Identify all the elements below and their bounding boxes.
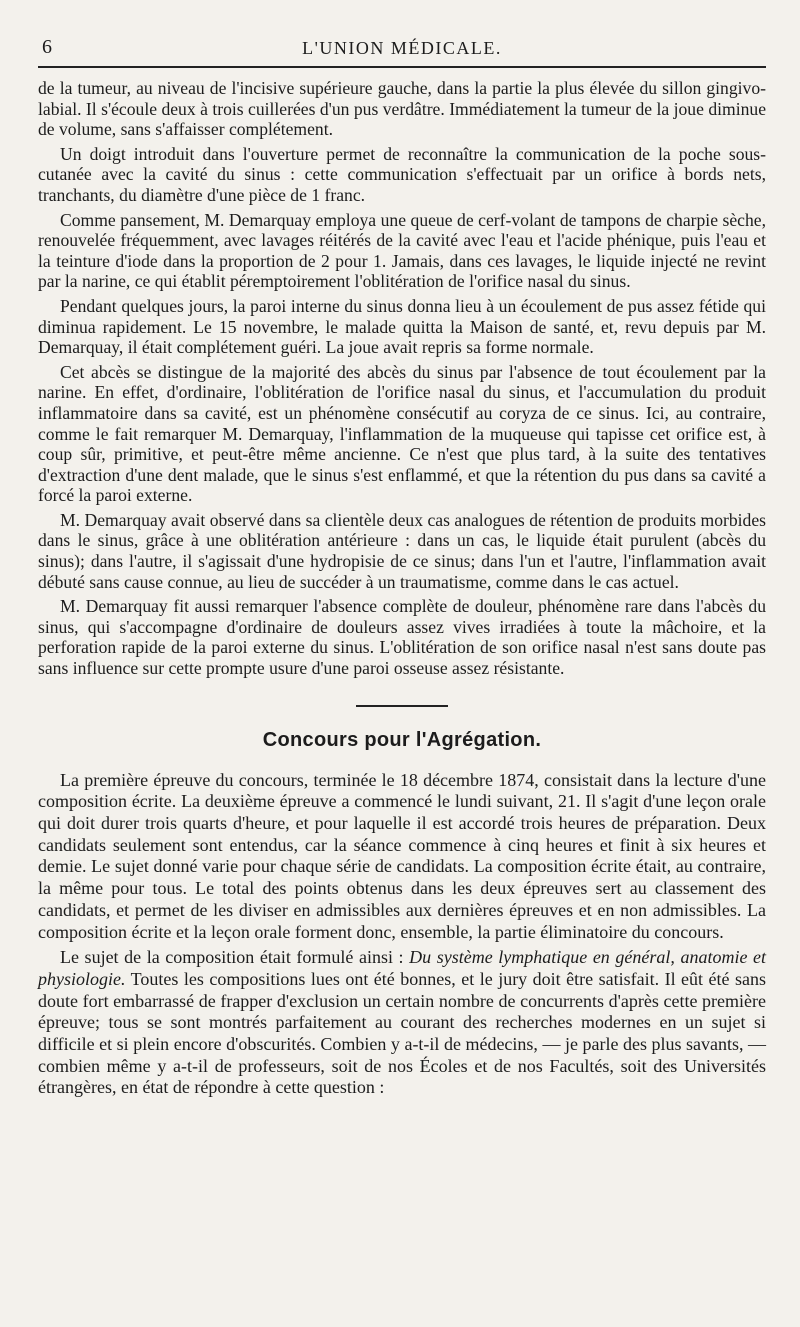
article-continuation [38,78,766,679]
paragraph: M. Demarquay avait observé dans sa clientèle deux cas analogues de rétention de produits morbides dans le sinus, grâce à une oblitération antérieure : dans un cas, le liquide était purulent (abcès du sinus); dans l'autre, il s'agissait d'une hydropisie de ce sinus; dans l'un et l'autre, l'inflammation avait débuté sans cause connue, au lieu de succéder à un traumatisme, comme dans le cas actuel. [38,509,766,592]
article-concours [38,770,766,1100]
composition-subject: Du système lymphatique en général, anatomie et physiologie. [38,947,766,989]
paragraph: Cet abcès se distingue de la majorité des abcès du sinus par l'absence de tout écoulement par la narine. En effet, d'ordinaire, l'oblitération de l'orifice nasal du sinus, et l'accumulation du produit inflammatoire dans sa cavité, est un phénomène consécutif au coryza de ce sinus. Ici, au contraire, comme le fait remarquer M. Demarquay, l'inflammation de la muqueuse qui tapisse cet orifice est, à coup sûr, primitive, et peut-être même ancienne. Ce n'est que plus tard, à la suite des tentatives d'extraction d'une dent malade, que le sinus s'est enflammé, et que la rétention du pus dans sa cavité a forcé la paroi externe. [38,361,766,506]
header-rule [38,66,766,68]
page-number: 6 [42,36,52,58]
paragraph: La première épreuve du concours, terminée le 18 décembre 1874, consistait dans la lecture d'une composition écrite. La deuxième épreuve a commencé le lundi suivant, 21. Il s'agit d'une leçon orale qui doit durer trois quarts d'heure, et pour laquelle il est accordé trois heures de préparation. Deux candidats seulement sont entendus, car la séance commence à cinq heures et finit à six heures et demie. Le sujet donné varie pour chaque série de candidats. La composition écrite était, au contraire, la même pour tous. Le total des points obtenus dans les deux épreuves sert au classement des candidats, et permet de les diviser en admissibles aux dernières épreuves et en non admissibles. La composition écrite et la leçon orale forment donc, ensemble, la partie éliminatoire du concours. [38,769,766,942]
section-heading: Concours pour l'Agrégation. [262,728,542,751]
paragraph: de la tumeur, au niveau de l'incisive supérieure gauche, dans la partie la plus élevée du sillon gingivo-labial. Il s'écoule deux à trois cuillerées d'un pus verdâtre. Immédiatement la tumeur de la joue diminue de volume, sans s'affaisser complétement. [38,78,766,140]
paragraph: Pendant quelques jours, la paroi interne du sinus donna lieu à un écoulement de pus assez fétide qui diminua rapidement. Le 15 novembre, le malade quitta la Maison de santé, et, revu depuis par M. Demarquay, il était complétement guéri. La joue avait repris sa forme normale. [38,295,766,358]
journal-title: L'UNION MÉDICALE. [302,38,502,58]
paragraph [38,947,766,1099]
paragraph-text: Le sujet de la composition était formulé ainsi : [60,947,410,968]
paragraph: Un doigt introduit dans l'ouverture permet de reconnaître la communication de la poche sous-cutanée avec la cavité du sinus : cette communication s'effectuait par un orifice à bords nets, tranchants, du diamètre d'une pièce de 1 franc. [38,143,766,205]
running-header [38,30,766,60]
paragraph: M. Demarquay fit aussi remarquer l'absence complète de douleur, phénomène rare dans l'abcès du sinus, qui s'accompagne d'ordinaire de douleurs assez vives irradiées à toute la mâchoire, et la perforation rapide de la paroi externe du sinus. L'oblitération de son orifice nasal n'est sans doute pas sans influence sur cette prompte usure d'une paroi osseuse assez résistante. [38,596,766,679]
paragraph-text: Toutes les compositions lues ont été bonnes, et le jury doit être satisfait. Il eût été sans doute fort embarrassé de frapper d'exclusion un certain nombre de concurrents d'après cette première épreuve; tous se sont montrés parfaitement au courant des recherches modernes en un sujet si difficile et si plein encore d'obscurités. Combien y a-t-il de médecins, — je parle des plus savants, — combien même y a-t-il de professeurs, soit de nos Écoles et de nos Facultés, soit des Universités étrangères, en état de répondre à cette question : [38,968,766,1098]
section-divider [356,705,448,707]
paragraph: Comme pansement, M. Demarquay employa une queue de cerf-volant de tampons de charpie sèche, renouvelée fréquemment, avec lavages réitérés de la cavité avec l'eau et l'acide phénique, puis l'eau et la teinture d'iode dans la proportion de 2 pour 1. Jamais, dans ces lavages, le liquide injecté ne revint par la narine, ce qui établit péremptoirement l'oblitération de l'orifice nasal du sinus. [38,209,766,292]
document-page [38,30,766,1320]
